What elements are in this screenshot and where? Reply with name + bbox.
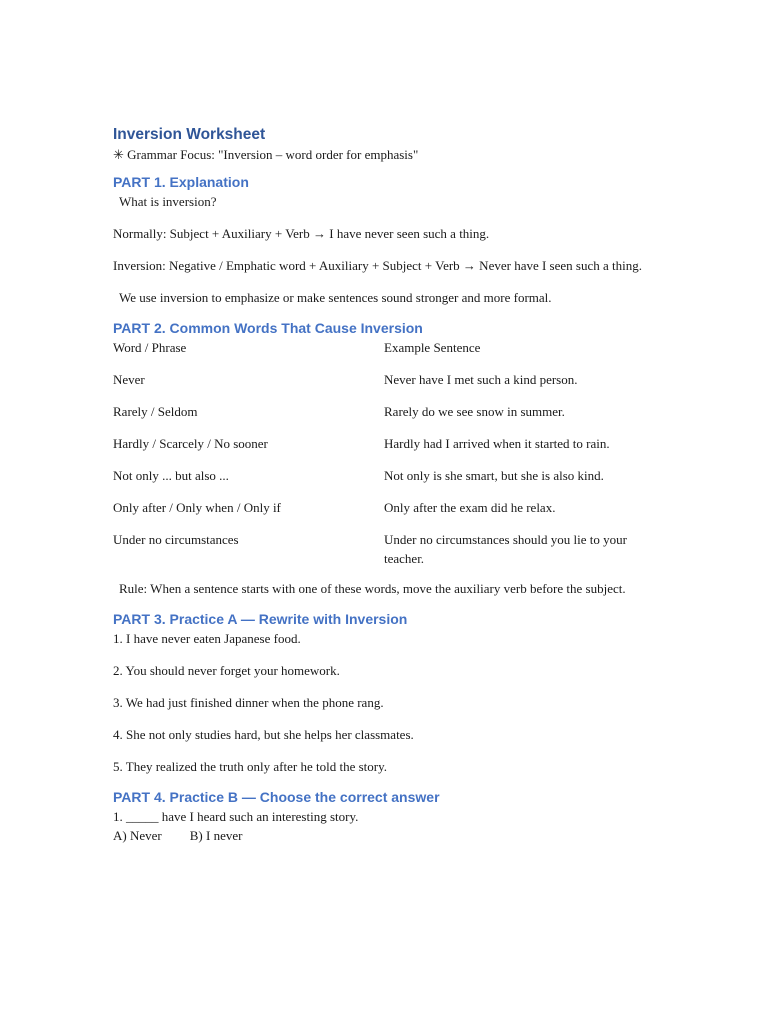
- table-row: [113, 402, 658, 421]
- table-cell-word: Not only ... but also ...: [113, 468, 229, 483]
- table-cell-example: Not only is she smart, but she is also kind.: [384, 468, 604, 483]
- table-cell-word: Hardly / Scarcely / No sooner: [113, 436, 268, 451]
- table-header-cell: Example Sentence: [384, 340, 481, 355]
- table-cell-example: Rarely do we see snow in summer.: [384, 404, 565, 419]
- part2-rule: Rule: When a sentence starts with one of these words, move the auxiliary verb before the subject.: [119, 581, 626, 596]
- part4-heading: PART 4. Practice B — Choose the correct answer: [113, 789, 440, 805]
- table-header-cell: Word / Phrase: [113, 340, 187, 355]
- part1-heading: PART 1. Explanation: [113, 174, 249, 190]
- table-cell-example: Under no circumstances should you lie to your teacher.: [384, 532, 627, 566]
- option-a: A) Never: [113, 828, 162, 843]
- part3-heading: PART 3. Practice A — Rewrite with Inversion: [113, 611, 408, 627]
- practice-a-item: 2. You should never forget your homework.: [113, 663, 340, 678]
- table-row: [113, 498, 658, 517]
- option-b: B) I never: [189, 828, 243, 843]
- table-row: [113, 466, 658, 485]
- part1-question: What is inversion?: [119, 194, 217, 209]
- table-cell-word: Under no circumstances: [113, 532, 239, 547]
- practice-a-item: 5. They realized the truth only after he told the story.: [113, 759, 387, 774]
- practice-a-item: 1. I have never eaten Japanese food.: [113, 631, 301, 646]
- table-cell-word: Never: [113, 372, 145, 387]
- practice-b-options: [113, 826, 658, 845]
- document-title: Inversion Worksheet: [113, 126, 266, 143]
- table-cell-example: Never have I met such a kind person.: [384, 372, 578, 387]
- worksheet-page: [113, 124, 658, 845]
- part1-normal-order: Normally: Subject + Auxiliary + Verb → I have never seen such a thing.: [113, 226, 490, 241]
- table-row: [113, 370, 658, 389]
- inversion-words-table: [113, 338, 658, 568]
- table-cell-word: Only after / Only when / Only if: [113, 500, 281, 515]
- table-row: [113, 434, 658, 453]
- table-cell-word: Rarely / Seldom: [113, 404, 198, 419]
- grammar-focus-subtitle: ✳ Grammar Focus: "Inversion – word order for emphasis": [113, 147, 419, 162]
- table-header-row: [113, 338, 658, 357]
- part2-heading: PART 2. Common Words That Cause Inversion: [113, 320, 423, 336]
- table-cell-example: Hardly had I arrived when it started to rain.: [384, 436, 610, 451]
- table-row: [113, 530, 658, 568]
- table-cell-example: Only after the exam did he relax.: [384, 500, 556, 515]
- practice-a-item: 4. She not only studies hard, but she helps her classmates.: [113, 727, 414, 742]
- practice-a-item: 3. We had just finished dinner when the phone rang.: [113, 695, 384, 710]
- part1-inversion-order: Inversion: Negative / Emphatic word + Auxiliary + Subject + Verb → Never have I seen such a thing.: [113, 258, 642, 273]
- practice-b-question: 1. _____ have I heard such an interesting story.: [113, 809, 359, 824]
- part1-usage-note: We use inversion to emphasize or make sentences sound stronger and more formal.: [119, 290, 552, 305]
